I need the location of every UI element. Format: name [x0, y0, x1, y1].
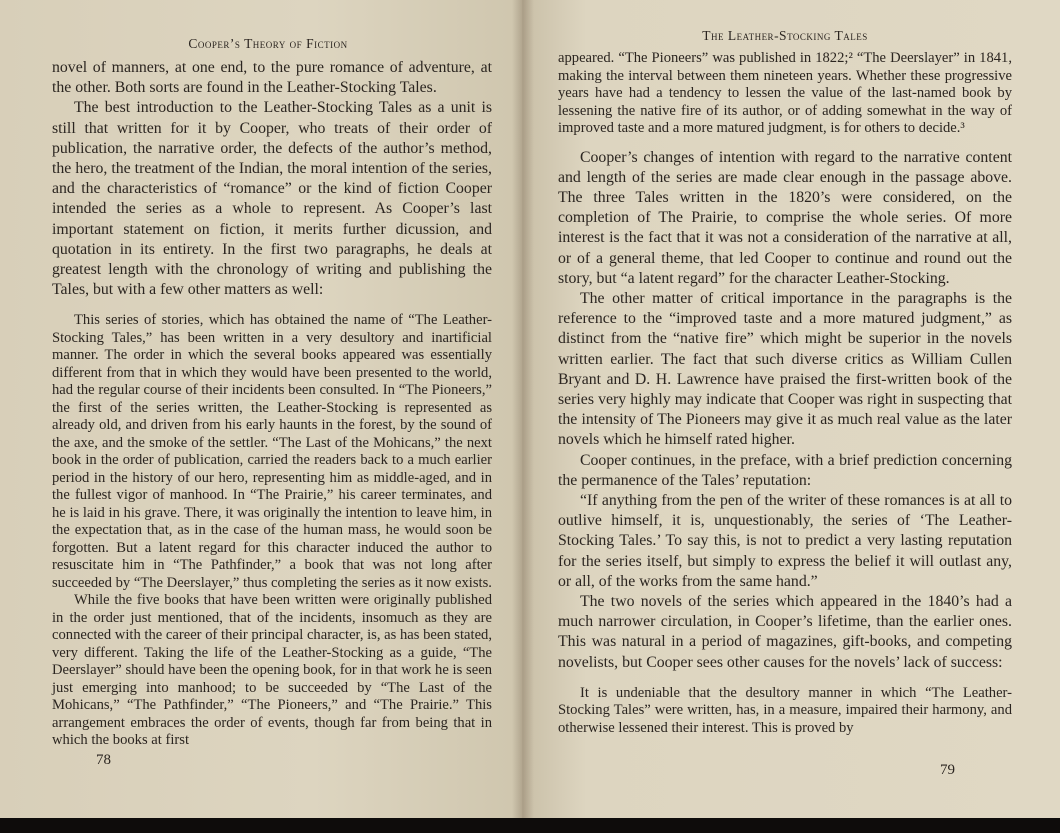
- paragraph: “If anything from the pen of the writer of these romances is at all to outlive himself, it is, unquestionably, the series of ‘The Leather-Stocking Tales.’ To say this, is not to predict a very lasting reputation for the series itself, but simply to express the belief it will outlast any, or all, of the works from the same hand.”: [558, 491, 1012, 590]
- left-page: [0, 0, 522, 818]
- block-quote-paragraph: While the five books that have been written were originally published in the order just mentioned, that of the incidents, insomuch as they are connected with the career of their principal character, is, as has been stated, very different. Taking the life of the Leather-Stocking as a guide, “The Deerslayer” should have been the opening book, for in that work he is seen just emerging into manhood; to be succeeded by “The Last of the Mohicans,” “The Pathfinder,” “The Pioneers,” and “The Prairie.” This arrangement embraces the order of events, though far from being that in which the books at first: [52, 592, 492, 749]
- page-number-right: 79: [940, 762, 955, 778]
- scan-bottom-edge: [0, 818, 1060, 833]
- block-quote-paragraph: This series of stories, which has obtained the name of “The Leather-Stocking Tales,” has been written in a very desultory and inartificial manner. The order in which the several books appeared was essentially different from that in which they would have been presented to the world, had the regular course of their incidents been consulted. In “The Pioneers,” the first of the series written, the Leather-Stocking is represented as already old, and driven from his early haunts in the forest, by the sound of the axe, and the smoke of the settler. “The Last of the Mohicans,” the next book in the order of publication, carried the readers back to a much earlier period in the history of our hero, representing him as middle-aged, and in the fullest vigor of manhood. In “The Prairie,” his career terminates, and he is laid in his grave. There, it was originally the intention to leave him, in the expectation that, as in the case of the human mass, he would soon be forgotten. But a latent regard for this character induced the author to resuscitate him in “The Pathfinder,” a book that was not long after succeeded by “The Deerslayer,” thus completing the series as it now exists.: [52, 312, 492, 591]
- paragraph: novel of manners, at one end, to the pure romance of adventure, at the other. Both sorts are found in the Leather-Stocking Tales.: [52, 59, 492, 97]
- paragraph: Cooper’s changes of intention with regard to the narrative content and length of the series are made clear enough in the passage above. The three Tales written in the 1820’s were considered, on the completion of The Prairie, to comprise the whole series. Of more interest is the fact that it was not a consideration of the narrative at all, or of a general theme, that led Cooper to continue and round out the story, but “a latent regard” for the character Leather-Stocking.: [558, 148, 1012, 287]
- block-quote-continuation: appeared. “The Pioneers” was published in 1822;² “The Deerslayer” in 1841, making the interval between them nineteen years. Whether these progressive years have had a tendency to lessen the value of the last-named book by lessening the native fire of its author, or of adding somewhat in the way of improved taste and a more matured judgment, is for others to decide.³: [558, 50, 1012, 136]
- block-quote-paragraph: It is undeniable that the desultory manner in which “The Leather-Stocking Tales” were written, has, in a measure, impaired their harmony, and otherwise lessened their interest. This is proved by: [558, 684, 1012, 736]
- running-head-right: The Leather-Stocking Tales: [702, 28, 868, 43]
- paragraph: The two novels of the series which appeared in the 1840’s had a much narrower circulation, in Cooper’s lifetime, than the earlier ones. This was natural in a period of magazines, gift-books, and competing novelists, but Cooper sees other causes for the novels’ lack of success:: [558, 592, 1012, 671]
- paragraph: The best introduction to the Leather-Stocking Tales as a unit is still that written for it by Cooper, who treats of their order of publication, the narrative order, the defects of the author’s method, the hero, the treatment of the Indian, the moral intention of the series, and the characteristics of “romance” or the kind of fiction Cooper intended the series as a whole to represent. As Cooper’s last important statement on fiction, it merits further dicussion, and quotation in its entirety. In the first two paragraphs, he deals at greatest length with the chronology of writing and publishing the Tales, but with a few other matters as well:: [52, 99, 492, 299]
- book-gutter: [512, 0, 534, 818]
- paragraph: The other matter of critical importance in the paragraphs is the reference to the “improved taste and a more matured judgment,” as distinct from the “native fire” which might be superior in the novels written earlier. The fact that such diverse critics as William Cullen Bryant and D. H. Lawrence have praised the first-written book of the series very highly may indicate that Cooper was right in suspecting that the intensity of The Pioneers may give it as much real value as the later novels which he himself rated higher.: [558, 289, 1012, 449]
- running-head-left: Cooper’s Theory of Fiction: [188, 36, 348, 51]
- page-number-left: 78: [96, 752, 111, 768]
- paragraph: Cooper continues, in the preface, with a brief prediction concerning the permanence of the Tales’ reputation:: [558, 451, 1012, 489]
- right-page: [522, 0, 1060, 818]
